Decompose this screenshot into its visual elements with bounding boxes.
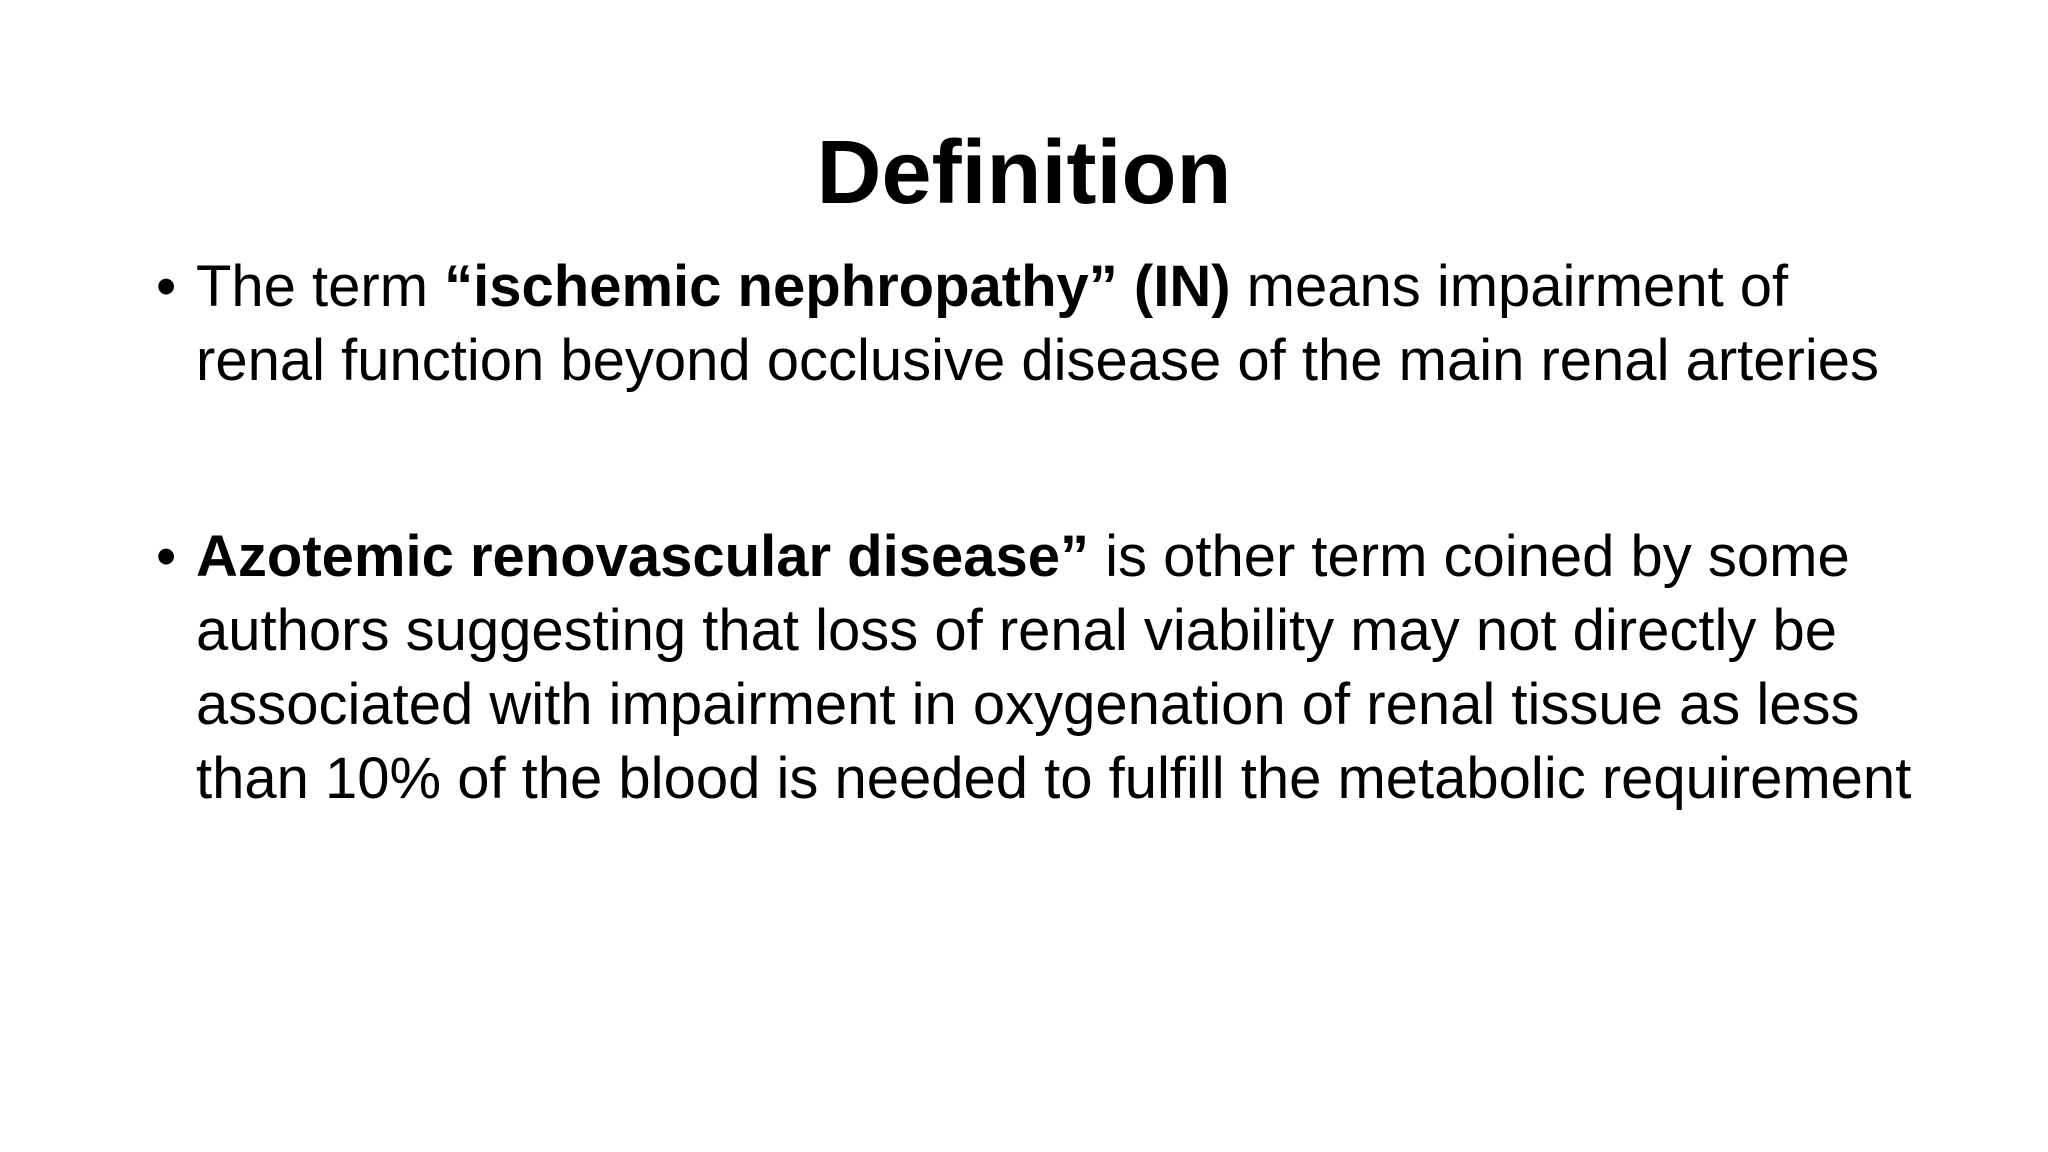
bullet-body-text: is other term coined by some authors suggesting that loss of renal viability may not directly be associated with impairment in oxygenation of renal tissue as less than 10% of the blood is needed to fulfill the metabolic requirement (196, 524, 1912, 811)
bullet-list (156, 250, 1920, 816)
slide-title: Definition (816, 123, 1232, 223)
bullet-item-azotemic-renovascular (156, 520, 1920, 816)
bullet-lead-text: The term (196, 254, 445, 319)
bullet-body-text: means impairment of renal function beyond occlusive disease of the main renal arteries (196, 254, 1879, 393)
bullet-dot-icon: • (156, 254, 177, 319)
bullet-bold-term: Azotemic renovascular disease” (196, 524, 1089, 589)
bullet-bold-term: “ischemic nephropathy” (IN) (444, 254, 1231, 319)
bullet-item-ischemic-nephropathy (156, 250, 1920, 398)
bullet-dot-icon: • (156, 524, 177, 589)
